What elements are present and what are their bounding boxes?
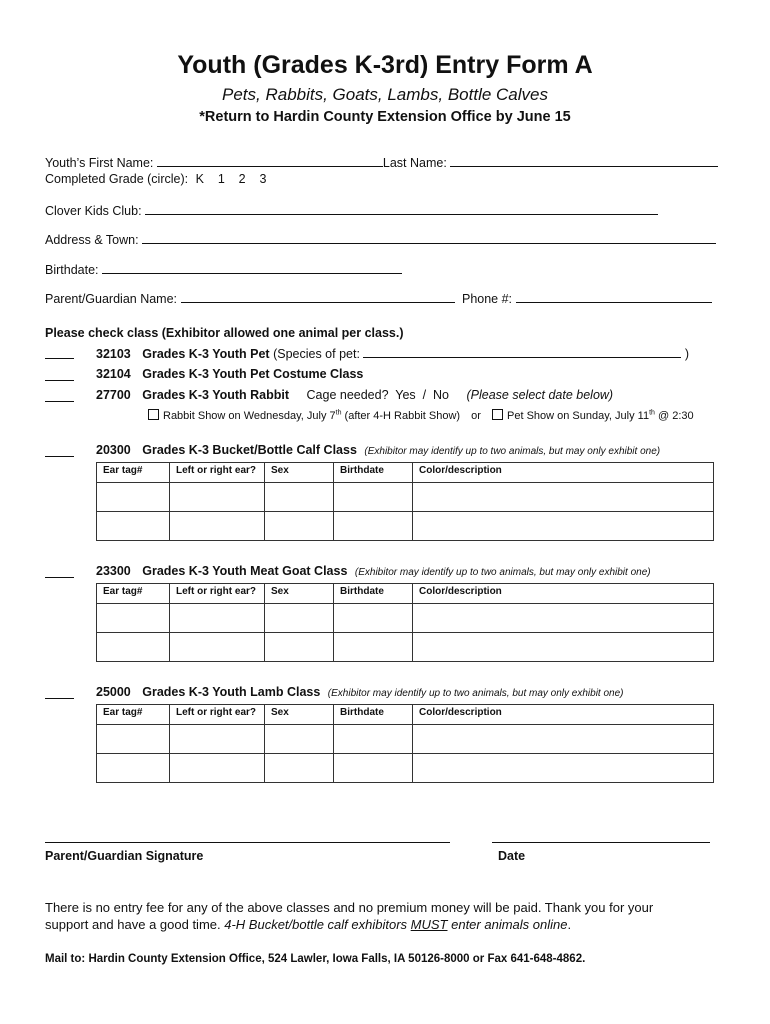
- mail-to-address: Mail to: Hardin County Extension Office, 524 Lawler, Iowa Falls, IA 50126-8000 or Fax 641-648-4862.: [45, 953, 586, 965]
- fee-note-line-1: There is no entry fee for any of the above classes and no premium money will be paid. Thank you for your: [45, 900, 654, 915]
- class-heading: Please check class (Exhibitor allowed one animal per class.): [45, 326, 404, 340]
- fee-note-calf: 4-H Bucket/bottle calf exhibitors: [224, 917, 411, 932]
- last-name-field[interactable]: [450, 154, 718, 167]
- first-name-row: [45, 154, 718, 170]
- birthdate-label: Birthdate:: [45, 263, 99, 277]
- signature-label: Parent/Guardian Signature: [45, 849, 204, 863]
- col-birthdate: Birthdate: [334, 705, 413, 725]
- col-color: Color/description: [413, 463, 714, 483]
- birthdate-row: [45, 261, 402, 277]
- grade-label: Completed Grade (circle):: [45, 172, 189, 186]
- phone-label: Phone #:: [461, 292, 513, 306]
- costume-class-row: [96, 367, 363, 381]
- pet-show-checkbox[interactable]: [492, 409, 503, 420]
- calf-class-name: Grades K-3 Bucket/Bottle Calf Class: [142, 443, 357, 457]
- lamb-class-name: Grades K-3 Youth Lamb Class: [142, 685, 321, 699]
- fee-note-period: .: [567, 917, 572, 932]
- lamb-class-code: 25000: [96, 685, 131, 699]
- rabbit-class-code: 27700: [96, 388, 131, 402]
- parent-name-label: Parent/Guardian Name:: [45, 292, 178, 306]
- pet-class-name: Grades K-3 Youth Pet: [142, 347, 270, 361]
- rabbit-show-label-b: (after 4-H Rabbit Show): [341, 410, 461, 422]
- costume-class-code: 32104: [96, 367, 131, 381]
- col-ear-tag: Ear tag#: [97, 463, 170, 483]
- pet-class-row: [96, 345, 689, 361]
- lamb-class-row: [96, 685, 624, 699]
- pet-show-label-a: Pet Show on Sunday, July 11: [507, 410, 650, 422]
- club-field[interactable]: [145, 202, 658, 215]
- col-sex: Sex: [265, 584, 334, 604]
- col-ear-side: Left or right ear?: [170, 584, 265, 604]
- signature-line[interactable]: [45, 842, 450, 843]
- parent-row: [45, 290, 712, 306]
- rabbit-date-note: (Please select date below): [466, 388, 614, 402]
- lamb-animal-table: [96, 704, 714, 783]
- col-ear-side: Left or right ear?: [170, 463, 265, 483]
- rabbit-class-checkline[interactable]: [45, 389, 74, 402]
- grade-options[interactable]: K 1 2 3: [195, 172, 267, 186]
- goat-class-row: [96, 564, 651, 578]
- last-name-label: Last Name:: [382, 156, 447, 170]
- parent-name-field[interactable]: [181, 290, 455, 303]
- fee-note-line-2: [45, 917, 571, 932]
- calf-class-note: (Exhibitor may identify up to two animals, but may only exhibit one): [364, 446, 661, 457]
- address-label: Address & Town:: [45, 233, 139, 247]
- calf-class-code: 20300: [96, 443, 131, 457]
- phone-field[interactable]: [516, 290, 712, 303]
- col-ear-side: Left or right ear?: [170, 705, 265, 725]
- species-close: ): [684, 347, 690, 361]
- costume-class-checkline[interactable]: [45, 368, 74, 381]
- form-title: Youth (Grades K-3rd) Entry Form A: [177, 51, 593, 79]
- fee-note-support: support and have a good time.: [45, 917, 225, 932]
- goat-animal-table: [96, 583, 714, 662]
- pet-class-checkline[interactable]: [45, 346, 74, 359]
- col-ear-tag: Ear tag#: [97, 705, 170, 725]
- return-deadline-note: *Return to Hardin County Extension Office by June 15: [199, 109, 571, 125]
- rabbit-show-sup: th: [335, 409, 342, 417]
- lamb-class-note: (Exhibitor may identify up to two animals, but may only exhibit one): [327, 688, 624, 699]
- species-field[interactable]: [363, 345, 681, 358]
- col-color: Color/description: [413, 584, 714, 604]
- table-row[interactable]: [97, 512, 714, 541]
- grade-row: [45, 172, 266, 186]
- col-birthdate: Birthdate: [334, 584, 413, 604]
- club-row: [45, 202, 658, 218]
- form-subtitle: Pets, Rabbits, Goats, Lambs, Bottle Calves: [222, 85, 548, 104]
- cage-needed-question[interactable]: Cage needed? Yes / No: [306, 388, 449, 402]
- date-line[interactable]: [492, 842, 710, 843]
- pet-show-label-b: @ 2:30: [654, 410, 694, 422]
- address-field[interactable]: [142, 231, 716, 244]
- col-sex: Sex: [265, 705, 334, 725]
- table-row[interactable]: [97, 754, 714, 783]
- goat-class-checkline[interactable]: [45, 565, 74, 578]
- goat-class-name: Grades K-3 Youth Meat Goat Class: [142, 564, 348, 578]
- pet-class-code: 32103: [96, 347, 131, 361]
- date-label: Date: [498, 849, 526, 863]
- goat-class-code: 23300: [96, 564, 131, 578]
- fee-note-online: enter animals online: [447, 917, 568, 932]
- col-birthdate: Birthdate: [334, 463, 413, 483]
- first-name-label: Youth’s First Name:: [45, 156, 154, 170]
- club-label: Clover Kids Club:: [45, 204, 142, 218]
- rabbit-show-label-a: Rabbit Show on Wednesday, July 7: [163, 410, 336, 422]
- col-ear-tag: Ear tag#: [97, 584, 170, 604]
- fee-note-must: MUST: [410, 917, 448, 932]
- table-row[interactable]: [97, 483, 714, 512]
- col-sex: Sex: [265, 463, 334, 483]
- costume-class-name: Grades K-3 Youth Pet Costume Class: [142, 367, 364, 381]
- goat-class-note: (Exhibitor may identify up to two animals, but may only exhibit one): [354, 567, 651, 578]
- table-row[interactable]: [97, 725, 714, 754]
- table-row[interactable]: [97, 633, 714, 662]
- lamb-class-checkline[interactable]: [45, 686, 74, 699]
- first-name-field[interactable]: [157, 154, 383, 167]
- rabbit-date-options: [148, 409, 694, 422]
- address-row: [45, 231, 716, 247]
- table-row[interactable]: [97, 604, 714, 633]
- birthdate-field[interactable]: [102, 261, 402, 274]
- calf-animal-table: [96, 462, 714, 541]
- rabbit-show-checkbox[interactable]: [148, 409, 159, 420]
- pet-show-sup: th: [649, 409, 655, 417]
- col-color: Color/description: [413, 705, 714, 725]
- calf-class-checkline[interactable]: [45, 444, 74, 457]
- rabbit-class-name: Grades K-3 Youth Rabbit: [142, 388, 290, 402]
- calf-class-row: [96, 443, 660, 457]
- or-label: or: [471, 410, 481, 422]
- rabbit-class-row: [96, 388, 613, 402]
- species-label: (Species of pet:: [273, 347, 360, 361]
